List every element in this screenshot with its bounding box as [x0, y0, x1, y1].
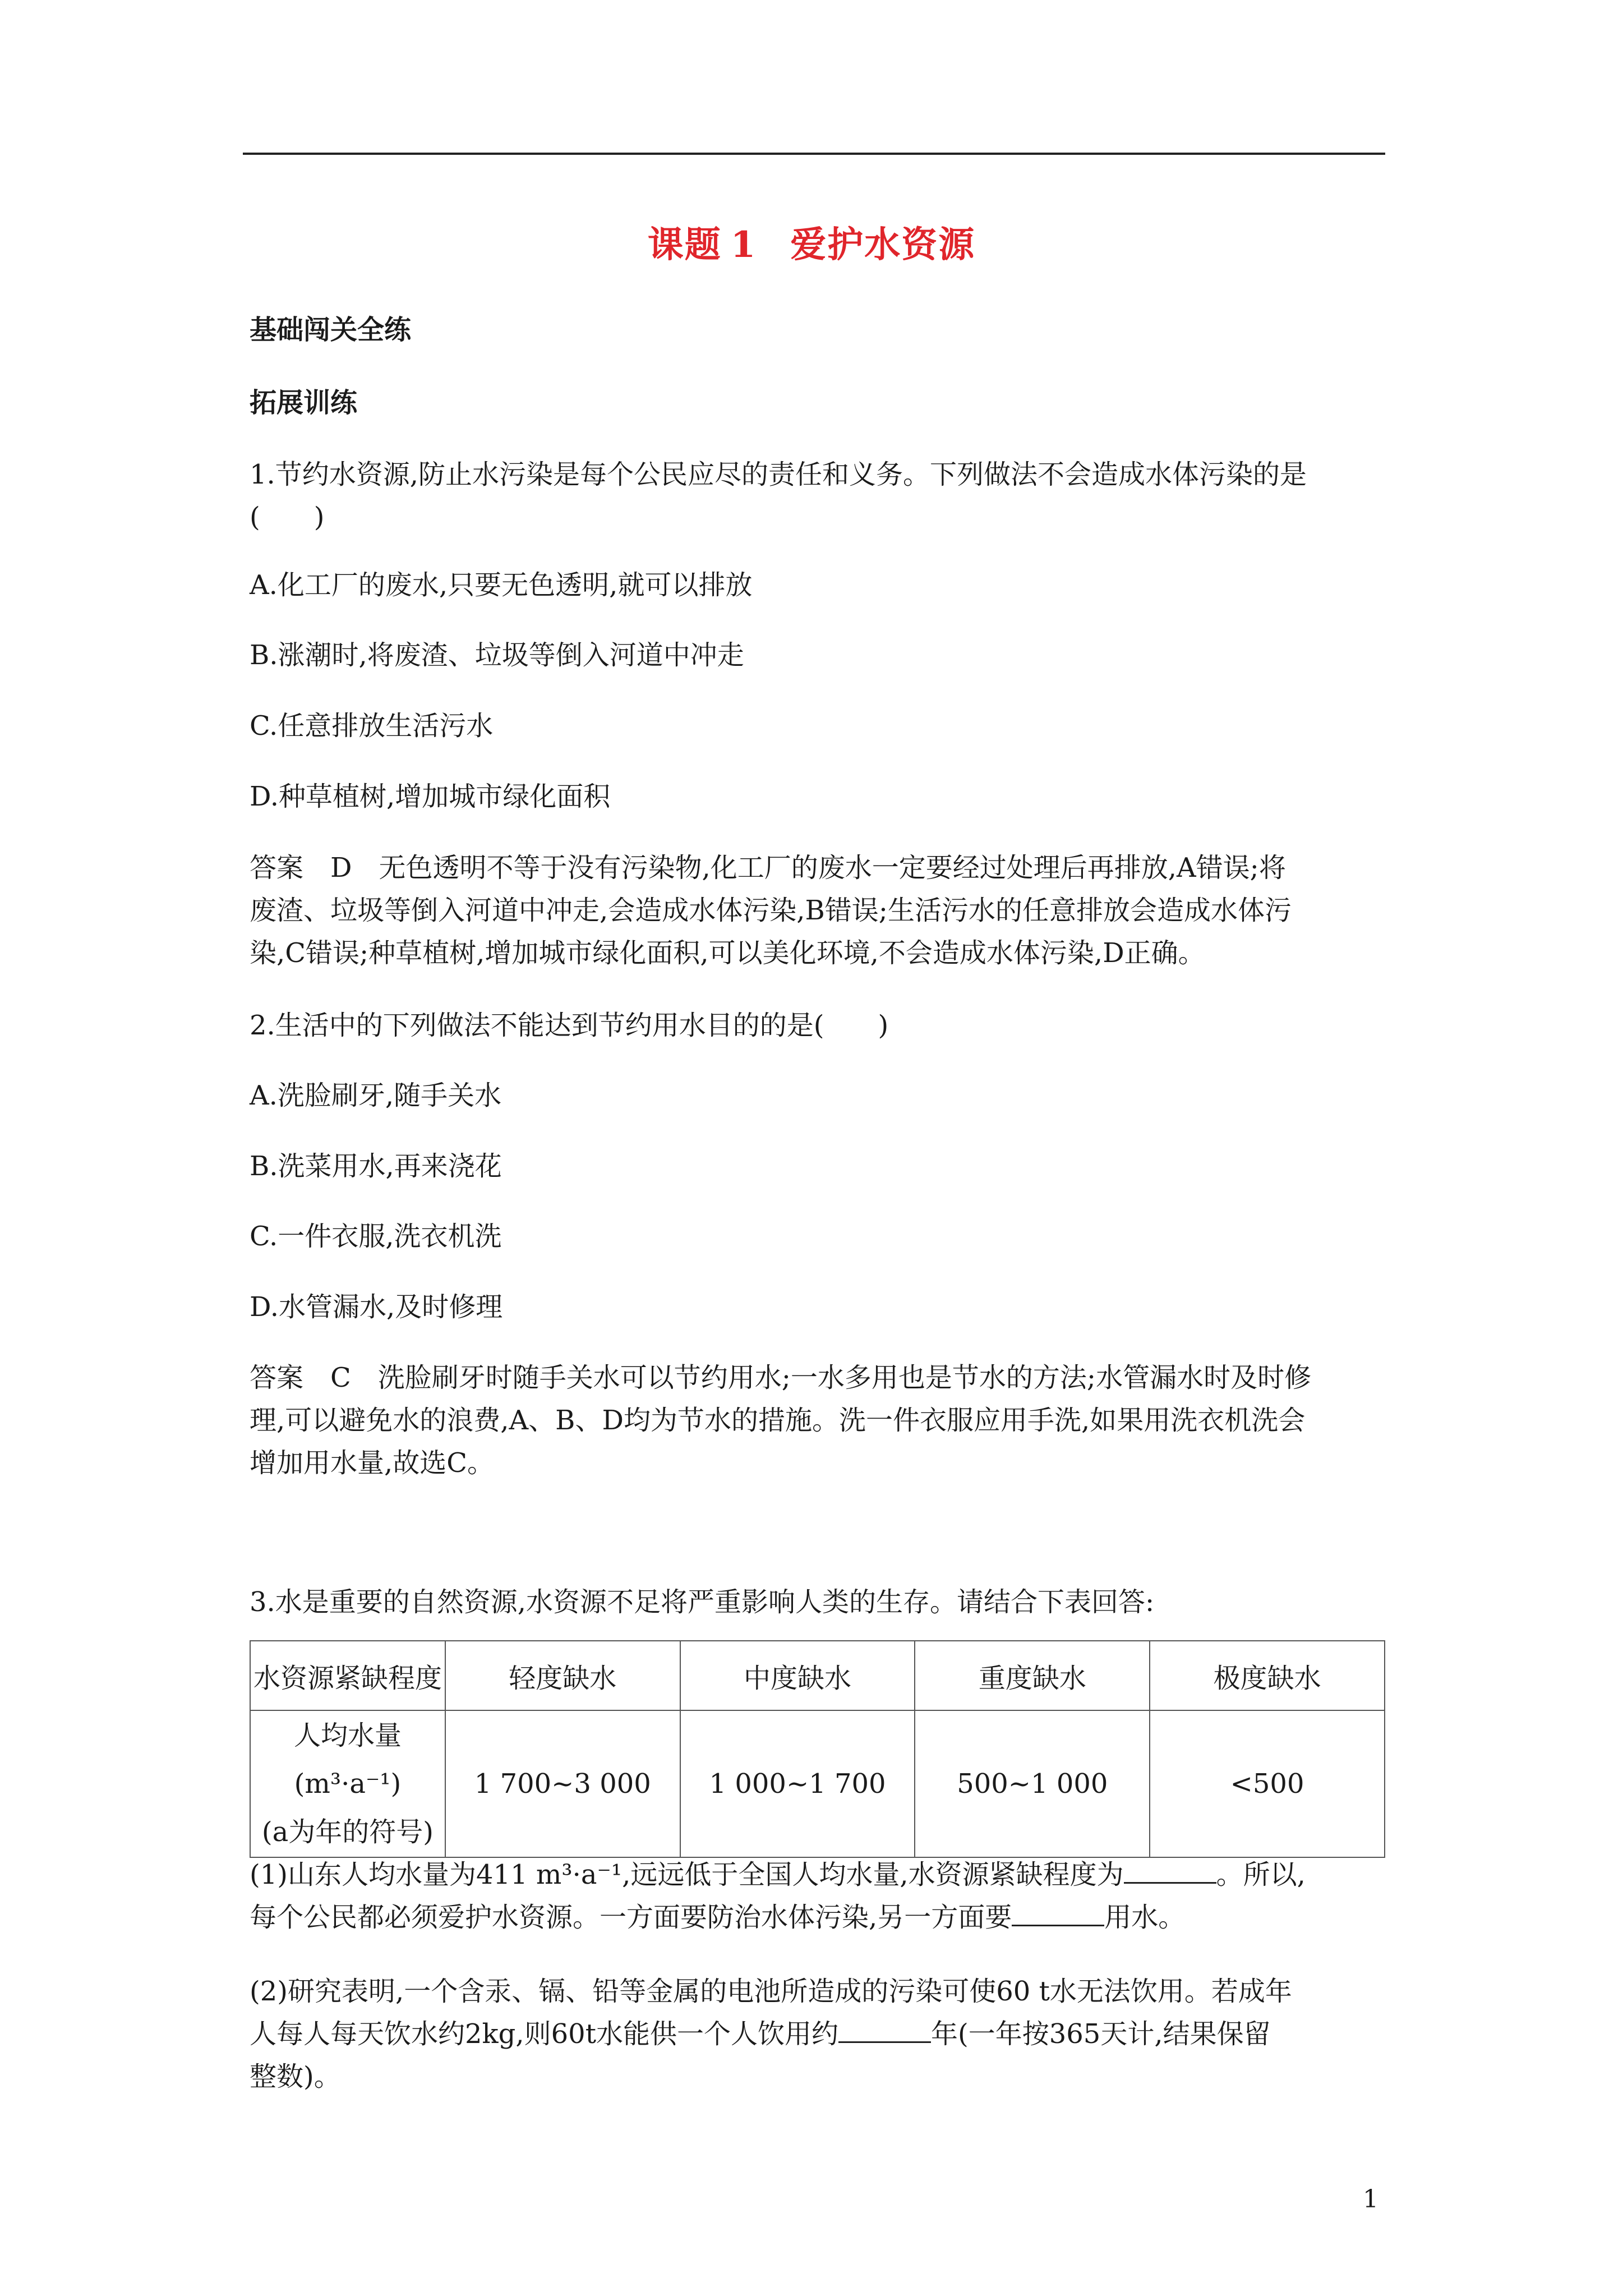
- table-cell: 1 700~3 000: [445, 1710, 680, 1857]
- table-cell: 1 000~1 700: [680, 1710, 915, 1857]
- page-number: 1: [1363, 2185, 1378, 2214]
- part-1-text-d: 用水。: [1104, 1902, 1186, 1933]
- section-heading-basic: 基础闯关全练: [250, 314, 412, 346]
- table-header-row: [250, 1641, 1385, 1710]
- question-2-option-d: D.水管漏水,及时修理: [250, 1291, 503, 1323]
- table-row-label-line1: 人均水量(m³·a⁻¹): [293, 1720, 402, 1800]
- title-prefix: 课题: [647, 224, 722, 266]
- question-2-answer-line2: 理,可以避免水的浪费,A、B、D均为节水的措施。洗一件衣服应用手洗,如果用洗衣机洗会: [250, 1405, 1306, 1436]
- answer-blank[interactable]: [1012, 1900, 1104, 1926]
- question-3-part-1: [250, 1853, 1385, 1939]
- answer-blank[interactable]: [838, 2017, 931, 2043]
- part-1-text-b: 。所以,: [1216, 1859, 1306, 1890]
- question-2-option-c: C.一件衣服,洗衣机洗: [250, 1221, 502, 1252]
- question-1-answer-line3: 染,C错误;种草植树,增加城市绿化面积,可以美化环境,不会造成水体污染,D正确。: [250, 937, 1205, 969]
- table-header-cell: 极度缺水: [1150, 1641, 1385, 1710]
- question-3-part-2-line2: [250, 2013, 1385, 2055]
- question-1-option-b: B.涨潮时,将废渣、垃圾等倒入河道中冲走: [250, 639, 744, 671]
- question-2-option-a: A.洗脸刷牙,随手关水: [250, 1080, 502, 1111]
- title-number: 1: [730, 224, 757, 266]
- question-1-option-c: C.任意排放生活污水: [250, 710, 494, 742]
- question-3-part-2-line3: 整数)。: [250, 2061, 341, 2092]
- part-1-text-c: 每个公民都必须爱护水资源。一方面要防治水体污染,另一方面要: [250, 1902, 1012, 1933]
- table-header-cell: 水资源紧缺程度: [250, 1641, 445, 1710]
- table-row: [250, 1710, 1385, 1857]
- page-title: [0, 216, 1623, 268]
- question-1-stem-line2: ( ): [250, 501, 325, 533]
- question-1-answer-line1: 答案 D 无色透明不等于没有污染物,化工厂的废水一定要经过处理后再排放,A错误;将: [250, 852, 1286, 884]
- table-row-label-line2: (a为年的符号): [261, 1816, 434, 1848]
- question-3-part-2-line1: (2)研究表明,一个含汞、镉、铅等金属的电池所造成的污染可使60 t水无法饮用。若成年: [250, 1976, 1292, 2007]
- part-2-text-b: 年(一年按365天计,结果保留: [930, 2018, 1271, 2050]
- question-3-part-2: [250, 1970, 1385, 2098]
- question-1-option-d: D.种草植树,增加城市绿化面积: [250, 781, 611, 812]
- table-cell: 500~1 000: [915, 1710, 1150, 1857]
- water-scarcity-table: [250, 1640, 1385, 1858]
- question-2-answer-line3: 增加用水量,故选C。: [250, 1447, 494, 1479]
- question-1-option-a: A.化工厂的废水,只要无色透明,就可以排放: [250, 569, 753, 601]
- table-header-cell: 轻度缺水: [445, 1641, 680, 1710]
- question-1: [250, 453, 1385, 539]
- title-text: 爱护水资源: [790, 224, 976, 266]
- part-2-text-a: 人每人每天饮水约2kg,则60t水能供一个人饮用约: [250, 2018, 838, 2050]
- question-1-answer: [250, 846, 1385, 974]
- question-2-answer-line1: 答案 C 洗脸刷牙时随手关水可以节约用水;一水多用也是节水的方法;水管漏水时及时修: [250, 1362, 1312, 1393]
- question-1-stem-line1: 1.节约水资源,防止水污染是每个公民应尽的责任和义务。下列做法不会造成水体污染的是: [250, 459, 1307, 490]
- table-header-cell: 重度缺水: [915, 1641, 1150, 1710]
- question-3-part-1-line1: [250, 1853, 1385, 1896]
- table-header-cell: 中度缺水: [680, 1641, 915, 1710]
- question-3-stem: 3.水是重要的自然资源,水资源不足将严重影响人类的生存。请结合下表回答:: [250, 1586, 1155, 1618]
- answer-blank[interactable]: [1124, 1857, 1216, 1884]
- question-3-part-1-line2: [250, 1896, 1385, 1939]
- question-2-option-b: B.洗菜用水,再来浇花: [250, 1151, 502, 1182]
- question-2-stem: 2.生活中的下列做法不能达到节约用水目的的是( ): [250, 1010, 889, 1041]
- table-cell: <500: [1150, 1710, 1385, 1857]
- part-1-text-a: (1)山东人均水量为411 m³·a⁻¹,远远低于全国人均水量,水资源紧缺程度为: [250, 1859, 1124, 1890]
- section-heading-extended: 拓展训练: [250, 387, 358, 418]
- table-row-label: [250, 1710, 445, 1857]
- question-1-answer-line2: 废渣、垃圾等倒入河道中冲走,会造成水体污染,B错误;生活污水的任意排放会造成水体污: [250, 895, 1292, 926]
- question-2-answer: [250, 1356, 1385, 1484]
- header-rule: [243, 153, 1385, 155]
